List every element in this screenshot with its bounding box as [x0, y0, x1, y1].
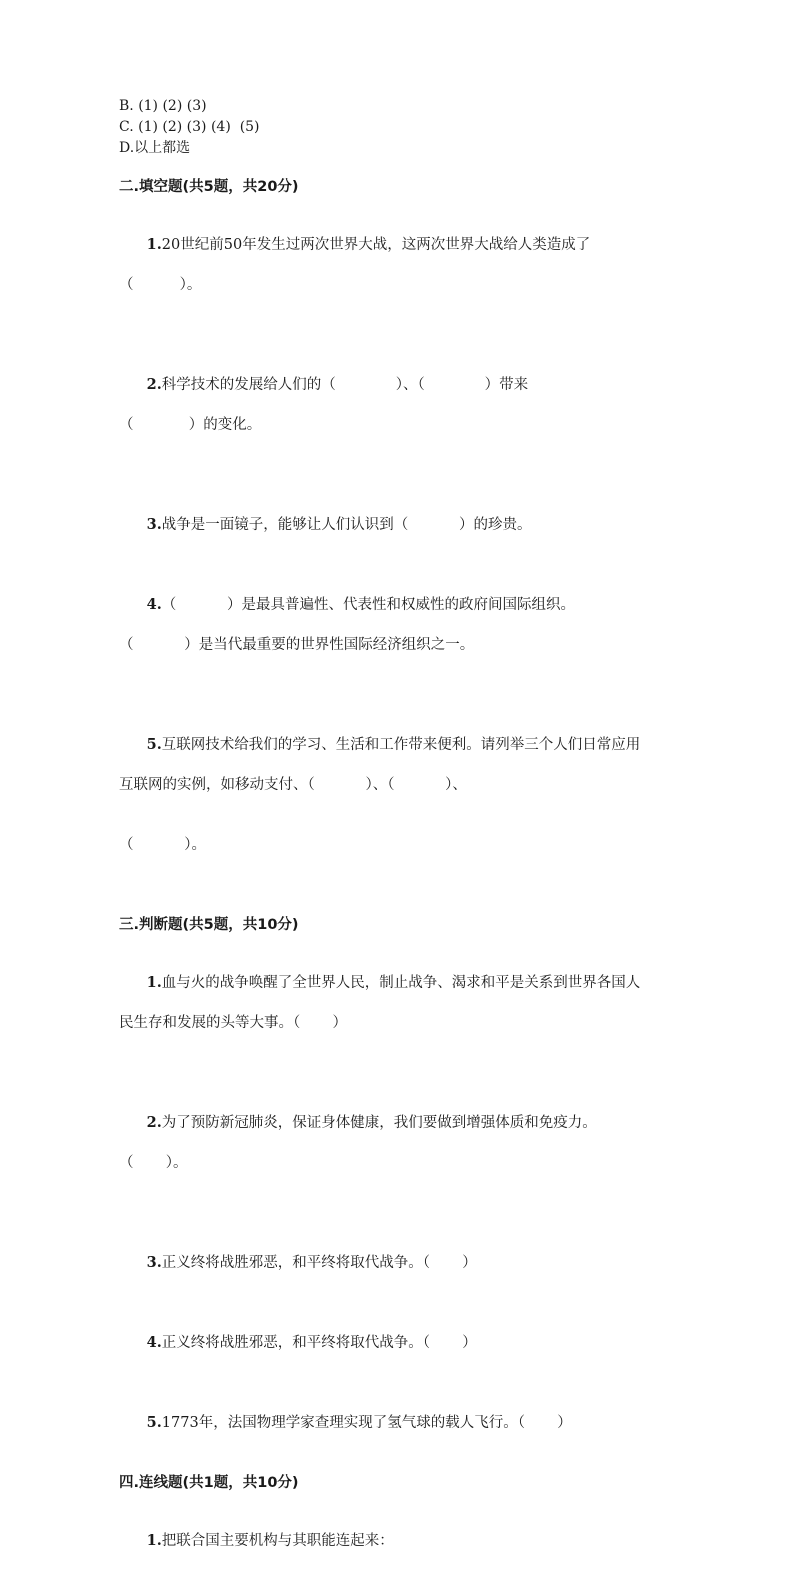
question-item [119, 1093, 679, 1213]
question-number: 3. [146, 1254, 162, 1271]
question-number: 2. [146, 376, 162, 393]
question-text: 为了预防新冠肺炎，保证身体健康，我们要做到增强体质和免疫力。 [161, 1115, 597, 1131]
section-title: 二.填空题(共5题，共20分) [119, 179, 299, 195]
question-number: 2. [146, 1114, 162, 1131]
question-number: 3. [146, 516, 162, 533]
question-number: 5. [146, 1414, 162, 1431]
question-item [119, 575, 679, 695]
question-text: （ ）的变化。 [119, 417, 262, 433]
question-item [119, 495, 679, 555]
question-text: 血与火的战争唤醒了全世界人民，制止战争、渴求和平是关系到世界各国人 [161, 975, 641, 991]
section-title: 三.判断题(共5题，共10分) [119, 917, 299, 933]
answer-options [119, 96, 679, 159]
option-b: B. (1) (2) (3) [119, 98, 207, 114]
section-title: 四.连线题(共1题，共10分) [119, 1475, 299, 1491]
question-number: 4. [146, 596, 162, 613]
section-matching [119, 1473, 679, 1571]
question-text: 互联网的实例，如移动支付、（ ）、（ ）、 [119, 777, 467, 793]
question-item [119, 1313, 679, 1373]
question-item [119, 355, 679, 475]
option-c: C. (1) (2) (3) (4) (5) [119, 119, 260, 135]
question-text: 科学技术的发展给人们的（ ）、（ ）带来 [161, 377, 529, 393]
question-text: （ ）是当代最重要的世界性国际经济组织之一。 [119, 637, 475, 653]
question-number: 1. [146, 974, 162, 991]
question-text: （ ）。 [119, 837, 206, 853]
question-text: （ ）。 [119, 277, 202, 293]
question-item [119, 215, 679, 335]
question-text: 正义终将战胜邪恶，和平终将取代战争。（ ） [161, 1255, 477, 1271]
question-text: 20世纪前50年发生过两次世界大战，这两次世界大战给人类造成了 [161, 237, 591, 253]
question-text: 正义终将战胜邪恶，和平终将取代战争。（ ） [161, 1335, 477, 1351]
question-text: 战争是一面镜子，能够让人们认识到（ ）的珍贵。 [161, 517, 532, 533]
question-item [119, 1233, 679, 1293]
question-number: 1. [146, 236, 162, 253]
question-text: （ ）。 [119, 1155, 188, 1171]
exam-page [119, 96, 679, 1591]
question-text: 互联网技术给我们的学习、生活和工作带来便利。请列举三个人们日常应用 [161, 737, 641, 753]
question-item [119, 1511, 679, 1571]
section-judgement [119, 915, 679, 1453]
question-item [119, 1393, 679, 1453]
question-text: 民生存和发展的头等大事。（ ） [119, 1015, 348, 1031]
question-number: 4. [146, 1334, 162, 1351]
option-d: D.以上都选 [119, 140, 191, 156]
question-number: 1. [146, 1532, 162, 1549]
question-text: （ ）是最具普遍性、代表性和权威性的政府间国际组织。 [161, 597, 575, 613]
question-item [119, 953, 679, 1073]
question-number: 5. [146, 736, 162, 753]
section-fill-blank [119, 177, 679, 895]
question-item [119, 715, 679, 895]
question-text: 1773年，法国物理学家查理实现了氢气球的载人飞行。（ ） [161, 1415, 572, 1431]
question-text: 把联合国主要机构与其职能连起来： [161, 1533, 394, 1549]
